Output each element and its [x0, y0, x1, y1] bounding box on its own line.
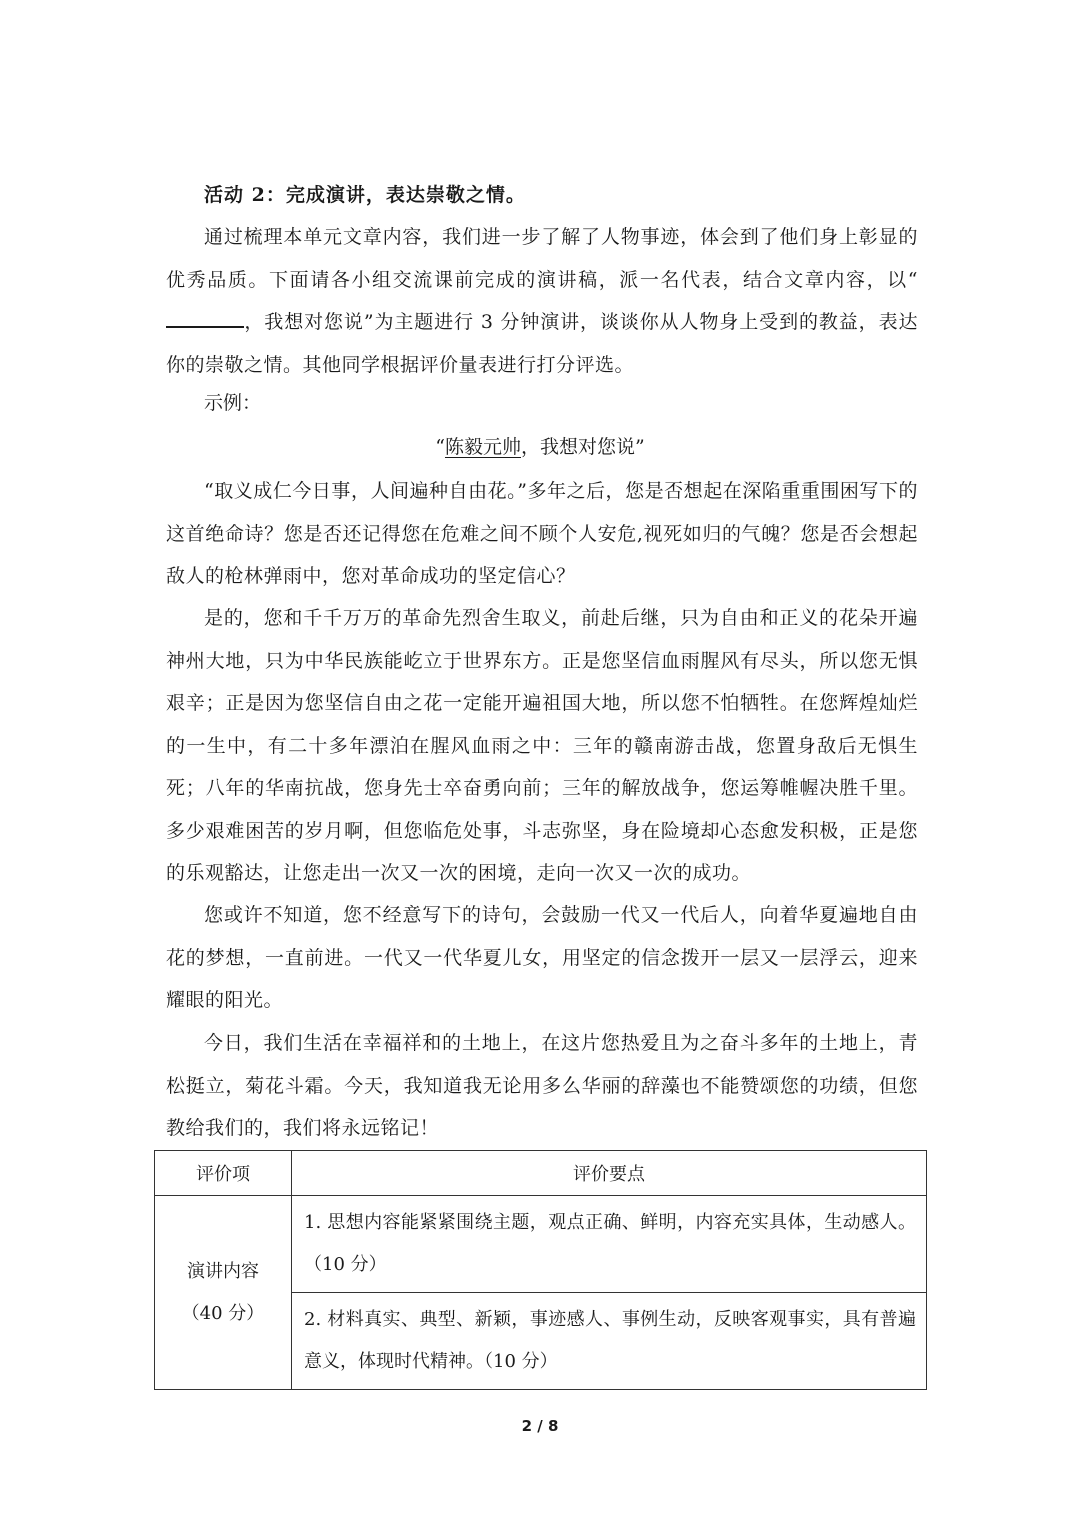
intro-text-part2: ，我想对您说”为主题进行 3 分钟演讲，谈谈你从人物身上受到的教益，表达你的崇敬之情。其他同学根据评价量表进行打分评选。	[166, 311, 918, 376]
speech-paragraph-4: 今日，我们生活在幸福祥和的土地上，在这片您热爱且为之奋斗多年的土地上，青松挺立，菊花斗霜。今天，我知道我无论用多么华丽的辞藻也不能赞颂您的功绩，但您教给我们的，我们将永远铭记！	[166, 1032, 918, 1139]
category-cell	[155, 1196, 292, 1390]
speech-paragraph-2: 是的，您和千千万万的革命先烈舍生取义，前赴后继，只为自由和正义的花朵开遍神州大地，只为中华民族能屹立于世界东方。正是您坚信血雨腥风有尽头，所以您无惧艰辛；正是因为您坚信自由之花一定能开遍祖国大地，所以您不怕牺牲。在您辉煌灿烂的一生中，有二十多年漂泊在腥风血雨之中：三年的赣南游击战，您置身敌后无惧生死；八年的华南抗战，您身先士卒奋勇向前；三年的解放战争，您运筹帷幄决胜千里。多少艰难困苦的岁月啊，但您临危处事，斗志弥坚，身在险境却心态愈发积极，正是您的乐观豁达，让您走出一次又一次的困境，走向一次又一次的成功。	[166, 607, 918, 884]
evaluation-point-1: 1. 思想内容能紧紧围绕主题，观点正确、鲜明，内容充实具体，生动感人。（10 分）	[292, 1196, 927, 1293]
header-points: 评价要点	[292, 1151, 927, 1196]
speech-title-rest: ，我想对您说”	[521, 436, 645, 458]
category-name: 演讲内容	[187, 1260, 259, 1282]
speech-paragraph-1: “取义成仁今日事，人间遍种自由花。”多年之后，您是否想起在深陷重重围困写下的这首绝命诗？您是否还记得您在危难之间不顾个人安危,视死如归的气魄？您是否会想起敌人的枪林弹雨中，您对革命成功的坚定信心？	[166, 480, 918, 587]
header-item: 评价项	[155, 1151, 292, 1196]
table-header-row	[155, 1151, 927, 1196]
speech-title-quote-open: “	[435, 436, 445, 458]
speech-paragraph-3: 您或许不知道，您不经意写下的诗句，会鼓励一代又一代后人，向着华夏遍地自由花的梦想，一直前进。一代又一代华夏儿女，用坚定的信念拨开一层又一层浮云，迎来耀眼的阳光。	[166, 904, 918, 1011]
example-label: 示例：	[204, 392, 262, 414]
speech-title-name: 陈毅元帅	[444, 436, 521, 458]
category-score: （40 分）	[181, 1302, 265, 1324]
table-row	[155, 1196, 927, 1293]
evaluation-point-2: 2. 材料真实、典型、新颖，事迹感人、事例生动，反映客观事实，具有普遍意义，体现时代精神。（10 分）	[292, 1293, 927, 1390]
page-number: 2 / 8	[521, 1417, 559, 1435]
activity-heading: 活动 2：完成演讲，表达崇敬之情。	[204, 184, 526, 206]
fill-in-blank	[166, 306, 244, 328]
intro-paragraph	[166, 216, 918, 386]
intro-text-part1: 通过梳理本单元文章内容，我们进一步了解了人物事迹，体会到了他们身上彰显的优秀品质。下面请各小组交流课前完成的演讲稿，派一名代表，结合文章内容，以“	[166, 226, 918, 291]
speech-title	[0, 432, 1080, 459]
evaluation-table	[154, 1150, 927, 1390]
